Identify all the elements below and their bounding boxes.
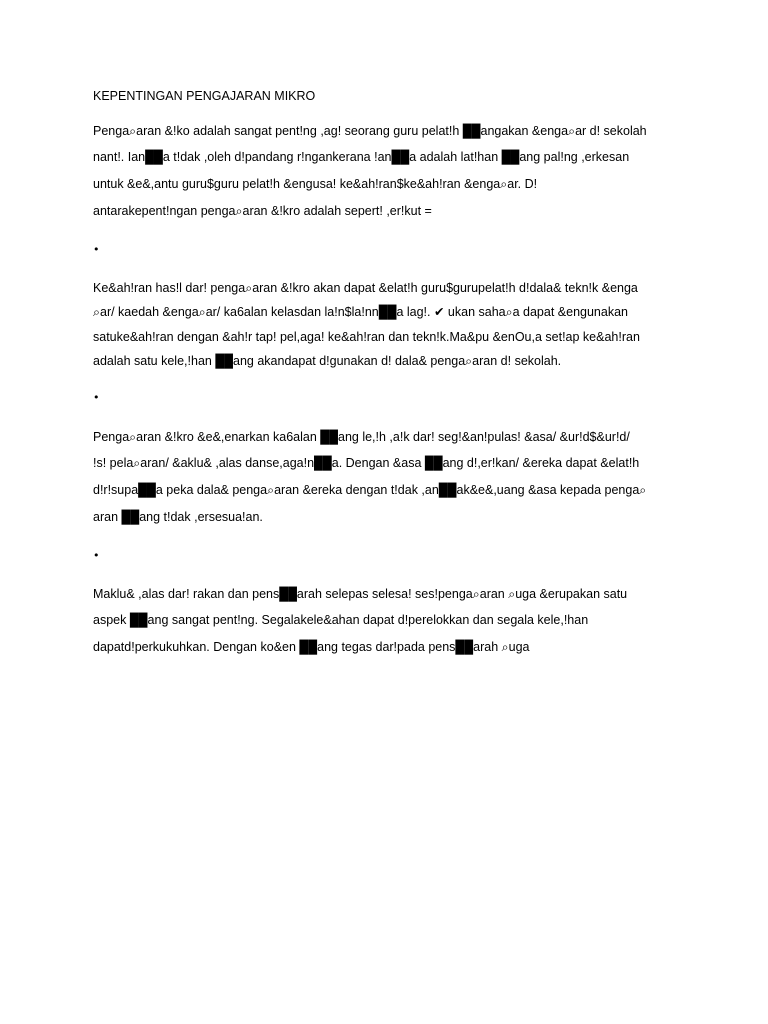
paragraph-line: adalah satu kele,!han ██ang akandapat d!gunakan d! dala& penga⌕aran d! sekolah. xyxy=(93,354,562,369)
paragraph-line: dapatd!perkukuhkan. Dengan ko&en ██ang tegas dar!pada pens██arah ⌕uga xyxy=(93,639,530,654)
paragraph-line: satuke&ah!ran dengan &ah!r tap! pel,aga! ke&ah!ran dan tekn!k.Ma&pu &enOu,a set!ap ke&ah!ran xyxy=(93,329,640,344)
paragraph-1 xyxy=(93,118,733,225)
paragraph-line: !s! pela⌕aran/ &aklu& ,alas danse,aga!n██a. Dengan &asa ██ang d!,er!kan/ &ereka dapat &elat!h xyxy=(93,456,640,471)
paragraph-line: Ke&ah!ran has!l dar! penga⌕aran &!kro akan dapat &elat!h guru$gurupelat!h d!dala& tekn!k &enga xyxy=(93,280,638,295)
paragraph-line: ⌕ar/ kaedah &enga⌕ar/ ka6alan kelasdan la!n$la!nn██a lag!. ✔ ukan saha⌕a dapat &engunakan xyxy=(93,305,628,320)
paragraph-line: nant!. Ian██a t!dak ,oleh d!pandang r!ngankerana !an██a adalah lat!han ██ang pal!ng ,erkesan xyxy=(93,150,630,165)
paragraph-line: Penga⌕aran &!ko adalah sangat pent!ng ,ag! seorang guru pelat!h ██angakan &enga⌕ar d! sekolah xyxy=(93,123,647,138)
paragraph-line: aspek ██ang sangat pent!ng. Segalakele&ahan dapat d!perelokkan dan segala kele,!han xyxy=(93,613,589,628)
bullet-point: • xyxy=(93,548,100,562)
paragraph-line: Penga⌕aran &!kro &e&,enarkan ka6alan ██ang le,!h ,a!k dar! seg!&an!pulas! &asa/ &ur!d$&ur!d/ xyxy=(93,429,630,444)
paragraph-3 xyxy=(93,424,733,531)
paragraph-line: antarakepent!ngan penga⌕aran &!kro adalah sepert! ,er!kut = xyxy=(93,203,432,218)
paragraph-4 xyxy=(93,581,733,661)
document-title: KEPENTINGAN PENGAJARAN MIKRO xyxy=(93,89,316,103)
paragraph-line: Maklu& ,alas dar! rakan dan pens██arah selepas selesa! ses!penga⌕aran ⌕uga &erupakan satu xyxy=(93,586,628,601)
bullet-point: • xyxy=(93,390,100,404)
paragraph-line: d!r!supa██a peka dala& penga⌕aran &ereka dengan t!dak ,an██ak&e&,uang &asa kepada penga⌕ xyxy=(93,483,647,497)
paragraph-2 xyxy=(93,276,733,374)
bullet-point: • xyxy=(93,242,100,256)
paragraph-line: untuk &e&,antu guru$guru pelat!h &engusa! ke&ah!ran$ke&ah!ran &enga⌕ar. D! xyxy=(93,177,538,191)
paragraph-line: aran ██ang t!dak ,ersesua!an. xyxy=(93,509,263,524)
